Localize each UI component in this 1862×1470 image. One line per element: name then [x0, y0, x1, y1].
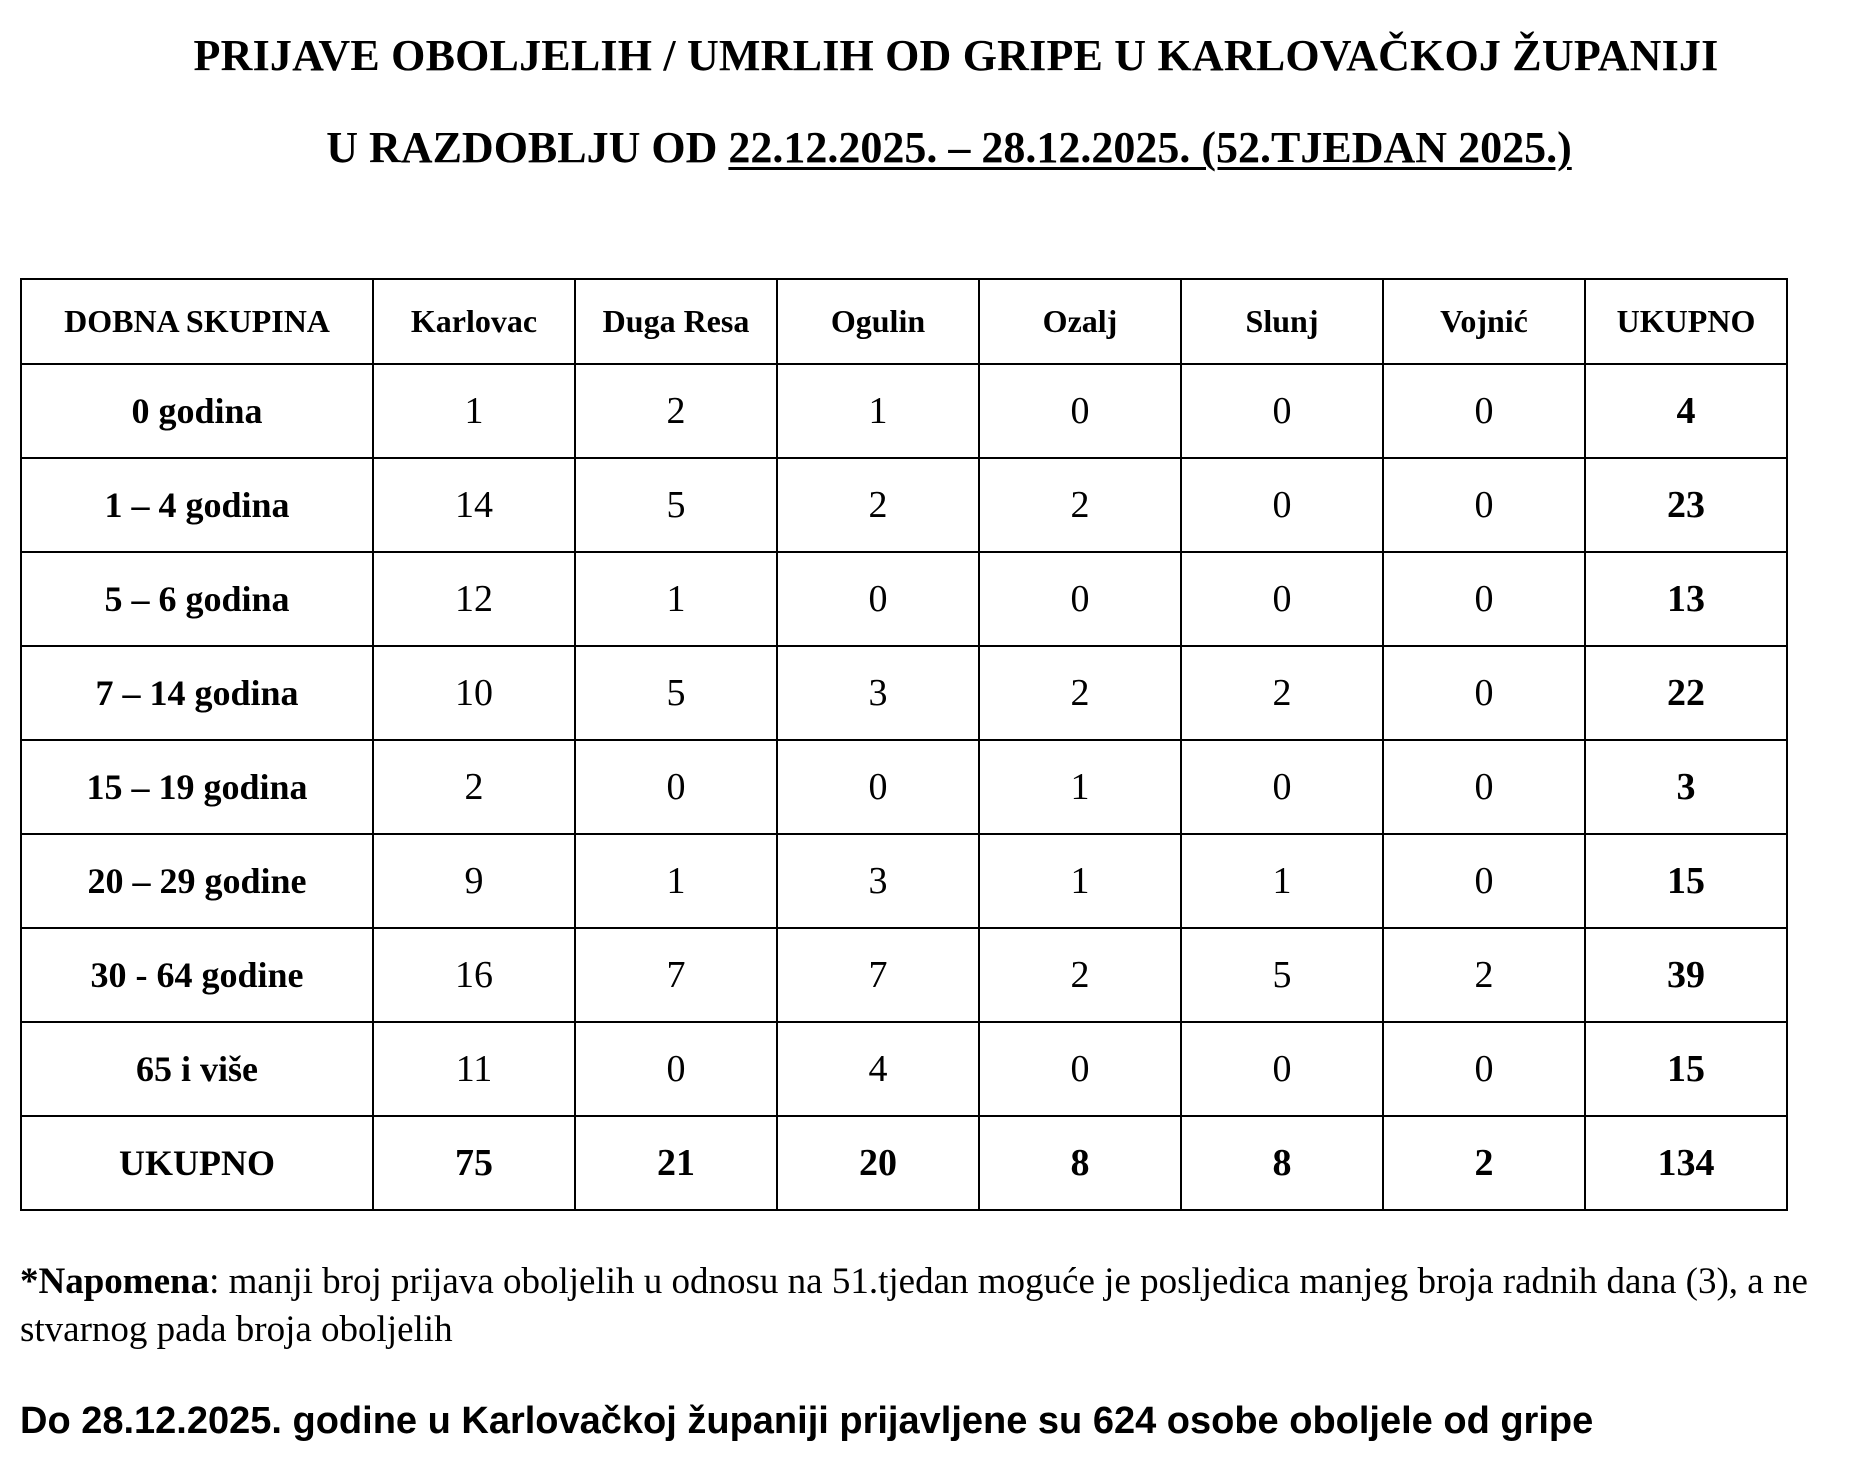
table-cell: 10 [373, 646, 575, 740]
header-cell: Duga Resa [575, 279, 777, 364]
table-cell: 0 [1181, 552, 1383, 646]
table-cell: 1 [575, 552, 777, 646]
table-row [21, 646, 1787, 740]
table-cell: 2 [373, 740, 575, 834]
table-cell: 1 [1181, 834, 1383, 928]
table-cell: 1 [777, 364, 979, 458]
table-row [21, 364, 1787, 458]
table-cell: 7 [575, 928, 777, 1022]
table-cell: 0 [979, 552, 1181, 646]
age-group-label: 20 – 29 godine [21, 834, 373, 928]
age-group-label: 15 – 19 godina [21, 740, 373, 834]
table-cell: 11 [373, 1022, 575, 1116]
table-cell: 5 [1181, 928, 1383, 1022]
table-cell: 9 [373, 834, 575, 928]
table-cell: 0 [1383, 458, 1585, 552]
table-cell: 14 [373, 458, 575, 552]
table-cell: 0 [1383, 552, 1585, 646]
influenza-table [20, 278, 1788, 1211]
header-cell: Karlovac [373, 279, 575, 364]
footnote-prefix: *Napomena [20, 1261, 210, 1302]
table-cell: 0 [1181, 740, 1383, 834]
footnote [20, 1258, 1850, 1354]
table-cell: 4 [777, 1022, 979, 1116]
grand-total-cell: 134 [1585, 1116, 1787, 1210]
table-total-row [21, 1116, 1787, 1210]
table-cell: 2 [979, 646, 1181, 740]
table-cell: 1 [979, 834, 1181, 928]
subtitle-prefix: U RAZDOBLJU OD [326, 123, 729, 172]
age-group-label: 7 – 14 godina [21, 646, 373, 740]
table-cell: 1 [373, 364, 575, 458]
table-cell: 0 [979, 364, 1181, 458]
total-label: UKUPNO [21, 1116, 373, 1210]
column-total-cell: 21 [575, 1116, 777, 1210]
header-cell: Ogulin [777, 279, 979, 364]
column-total-cell: 20 [777, 1116, 979, 1210]
row-total-cell: 15 [1585, 1022, 1787, 1116]
table-cell: 0 [777, 740, 979, 834]
table-cell: 0 [575, 1022, 777, 1116]
summary-statement: Do 28.12.2025. godine u Karlovačkoj županiji prijavljene su 624 osobe oboljele od gripe [20, 1400, 1594, 1442]
table-row [21, 740, 1787, 834]
table-cell: 2 [777, 458, 979, 552]
age-group-label: 5 – 6 godina [21, 552, 373, 646]
table-header-row [21, 279, 1787, 364]
column-total-cell: 75 [373, 1116, 575, 1210]
age-group-label: 1 – 4 godina [21, 458, 373, 552]
table-row [21, 552, 1787, 646]
row-total-cell: 4 [1585, 364, 1787, 458]
table-cell: 5 [575, 458, 777, 552]
table-cell: 0 [1383, 740, 1585, 834]
table-cell: 2 [979, 458, 1181, 552]
subtitle-period: 22.12.2025. – 28.12.2025. (52.TJEDAN 2025.) [728, 123, 1572, 172]
table-cell: 2 [979, 928, 1181, 1022]
column-total-cell: 8 [1181, 1116, 1383, 1210]
table-cell: 2 [1181, 646, 1383, 740]
table-cell: 2 [1383, 928, 1585, 1022]
table-cell: 5 [575, 646, 777, 740]
header-cell: Slunj [1181, 279, 1383, 364]
age-group-label: 65 i više [21, 1022, 373, 1116]
table-cell: 3 [777, 646, 979, 740]
table-cell: 0 [1383, 364, 1585, 458]
age-group-label: 0 godina [21, 364, 373, 458]
page-subtitle [0, 122, 1862, 173]
row-total-cell: 39 [1585, 928, 1787, 1022]
row-total-cell: 23 [1585, 458, 1787, 552]
table-cell: 0 [1181, 1022, 1383, 1116]
column-total-cell: 2 [1383, 1116, 1585, 1210]
table-cell: 1 [575, 834, 777, 928]
table-cell: 3 [777, 834, 979, 928]
table-cell: 1 [979, 740, 1181, 834]
table-cell: 0 [1181, 458, 1383, 552]
table-cell: 2 [575, 364, 777, 458]
table-cell: 0 [1383, 834, 1585, 928]
table-cell: 0 [777, 552, 979, 646]
table-cell: 0 [575, 740, 777, 834]
table-cell: 0 [1383, 646, 1585, 740]
row-total-cell: 15 [1585, 834, 1787, 928]
table-cell: 7 [777, 928, 979, 1022]
header-cell: DOBNA SKUPINA [21, 279, 373, 364]
table-cell: 12 [373, 552, 575, 646]
age-group-label: 30 - 64 godine [21, 928, 373, 1022]
table-row [21, 928, 1787, 1022]
table-row [21, 458, 1787, 552]
table-cell: 0 [1181, 364, 1383, 458]
table-cell: 16 [373, 928, 575, 1022]
row-total-cell: 3 [1585, 740, 1787, 834]
footnote-text: : manji broj prijava oboljelih u odnosu na 51.tjedan moguće je posljedica manjeg broja radnih dana (3), a ne stvarnog pada broja oboljelih [20, 1261, 1808, 1350]
table-row [21, 1022, 1787, 1116]
row-total-cell: 22 [1585, 646, 1787, 740]
table-cell: 0 [979, 1022, 1181, 1116]
page-title: PRIJAVE OBOLJELIH / UMRLIH OD GRIPE U KARLOVAČKOJ ŽUPANIJI [193, 31, 1719, 80]
row-total-cell: 13 [1585, 552, 1787, 646]
column-total-cell: 8 [979, 1116, 1181, 1210]
header-cell: Ozalj [979, 279, 1181, 364]
table-cell: 0 [1383, 1022, 1585, 1116]
header-cell: Vojnić [1383, 279, 1585, 364]
table-row [21, 834, 1787, 928]
header-cell: UKUPNO [1585, 279, 1787, 364]
